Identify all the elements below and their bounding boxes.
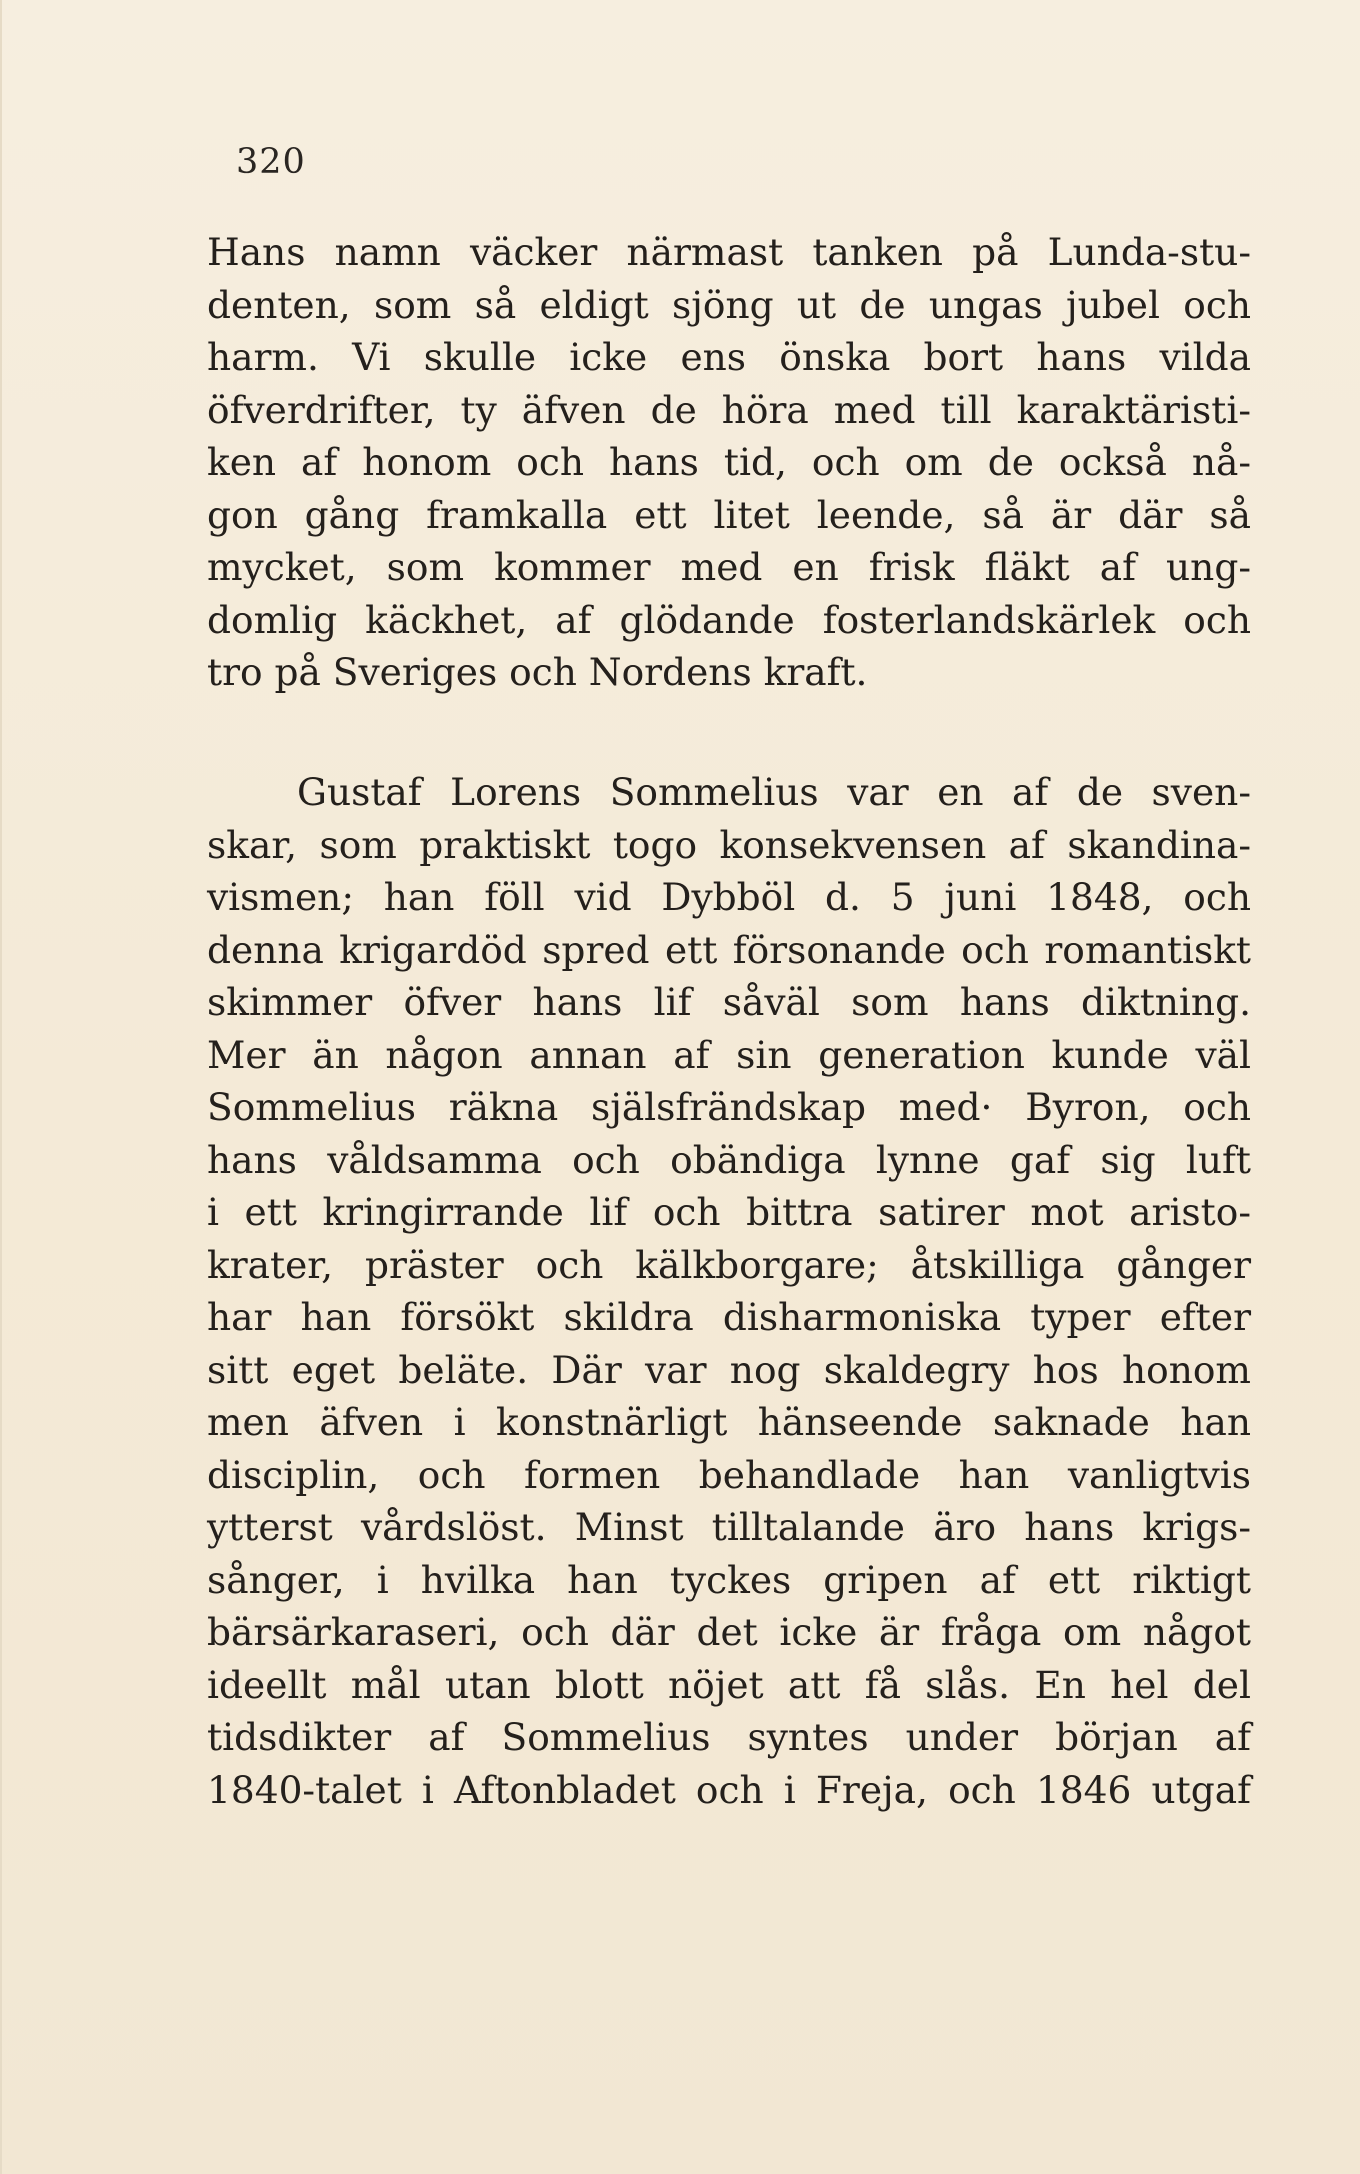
text-line: disciplin, och formen behandlade han vanligtvis [207,1452,1251,1497]
text-line: har han försökt skildra disharmoniska typer efter [207,1295,1251,1339]
paragraph-1 [207,226,1251,699]
text-line: hans våldsamma och obändiga lynne gaf sig luft [207,1137,1251,1182]
text-line: tidsdikter af Sommelius syntes under början af [207,1715,1251,1759]
text-line: vismen; han föll vid Dybböl d. 5 juni 1848, och [207,875,1251,919]
text-line: i ett kringirrande lif och bittra satirer mot aristo- [207,1190,1251,1234]
text-line: men äfven i konstnärligt hänseende saknade han [207,1400,1251,1444]
text-line: ideellt mål utan blott nöjet att få slås. En hel del [207,1662,1251,1707]
paragraph-2 [207,766,1251,1816]
text-line: denten, som så eldigt sjöng ut de ungas jubel och [207,282,1251,327]
text-line: sitt eget beläte. Där var nog skaldegry hos honom [207,1347,1251,1392]
text-line: skar, som praktiskt togo konsekvensen af skandina- [207,822,1251,867]
page-number: 320 [236,142,306,182]
text-line: 1840-talet i Aftonbladet och i Freja, och 1846 utgaf [207,1767,1251,1812]
text-line: gon gång framkalla ett litet leende, så är där så [207,492,1251,537]
text-line: Mer än någon annan af sin generation kunde väl [207,1032,1251,1077]
text-line: skimmer öfver hans lif såväl som hans diktning. [207,980,1251,1024]
text-line: krater, präster och kälkborgare; åtskilliga gånger [207,1242,1251,1287]
text-line: harm. Vi skulle icke ens önska bort hans vilda [207,335,1251,379]
text-line: bärsärkaraseri, och där det icke är fråga om något [207,1610,1251,1654]
text-line: domlig käckhet, af glödande fosterlandskärlek och [207,597,1251,642]
text-line: Sommelius räkna själsfrändskap med· Byron, och [207,1085,1251,1129]
text-line: ken af honom och hans tid, och om de också nå- [207,440,1251,484]
text-line: Gustaf Lorens Sommelius var en af de sven- [297,770,1251,814]
text-line: öfverdrifter, ty äfven de höra med till karaktäristi- [207,387,1251,432]
text-line: mycket, som kommer med en frisk fläkt af ung- [207,545,1251,589]
text-line: tro på Sveriges och Nordens kraft. [207,650,868,694]
text-line: Hans namn väcker närmast tanken på Lunda-stu- [207,230,1251,274]
text-line: denna krigardöd spred ett försonande och romantiskt [207,927,1251,972]
text-line: sånger, i hvilka han tyckes gripen af ett riktigt [207,1557,1251,1602]
text-line: ytterst vårdslöst. Minst tilltalande äro hans krigs- [207,1505,1251,1549]
